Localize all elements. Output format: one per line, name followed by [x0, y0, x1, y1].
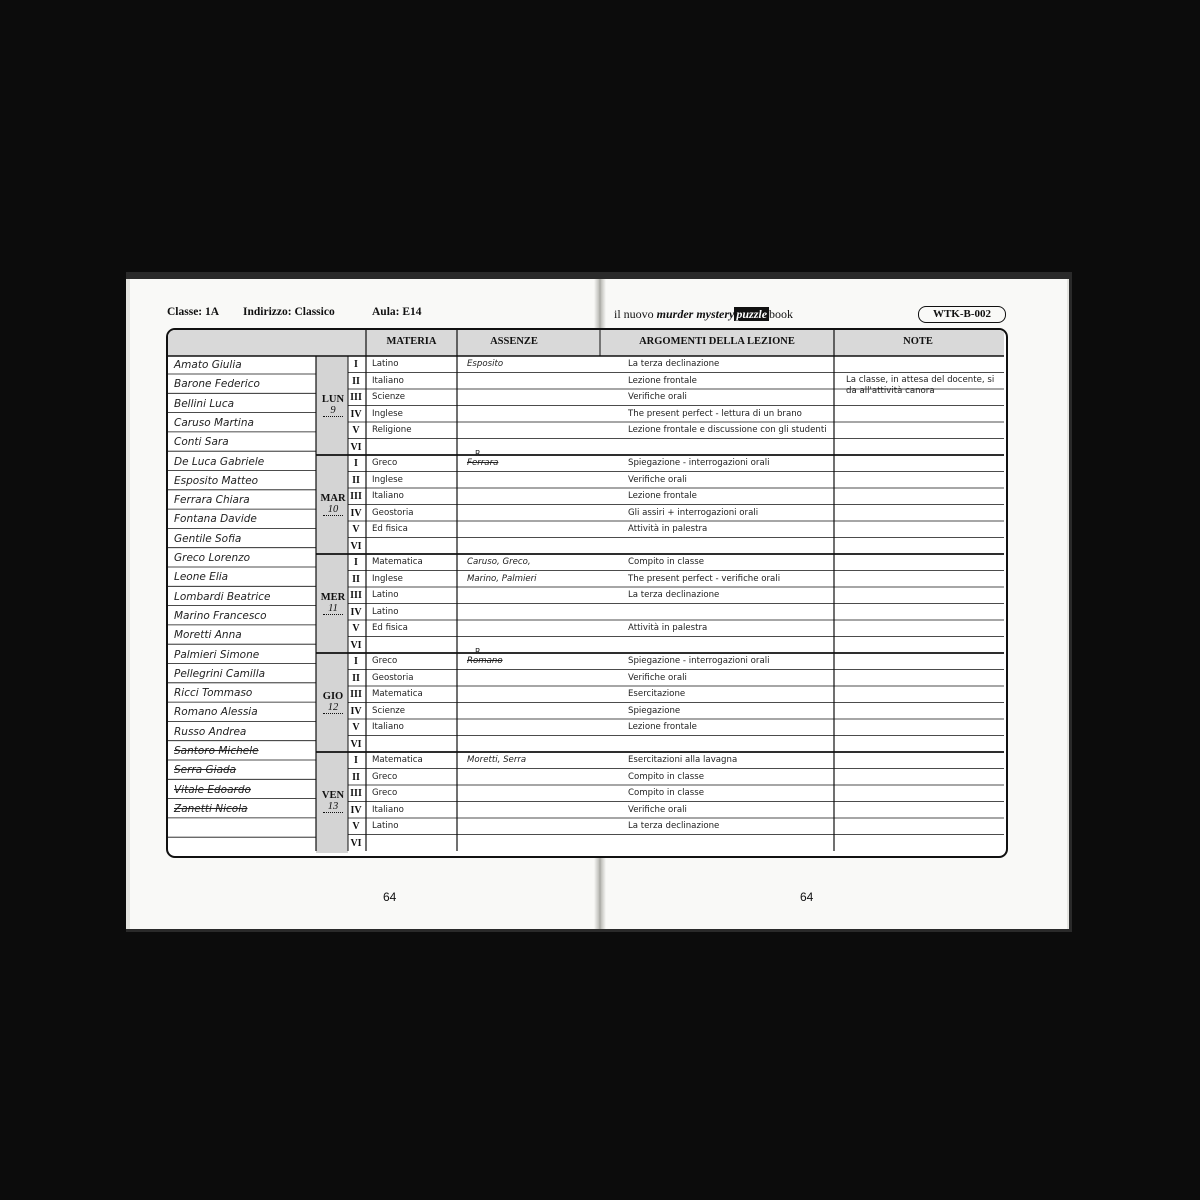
materia-cell: Religione	[372, 425, 412, 435]
student-name: Santoro Michele	[174, 745, 259, 757]
period-numeral: II	[352, 573, 360, 585]
column-header-note: NOTE	[903, 336, 933, 347]
student-name: Conti Sara	[174, 436, 229, 449]
student-name: Bellini Luca	[174, 397, 235, 410]
argomento-cell: Spiegazione	[628, 705, 681, 716]
day-name: MAR	[320, 493, 346, 504]
argomento-cell: Esercitazione	[628, 689, 686, 699]
register-table	[166, 328, 1008, 858]
student-name: Palmieri Simone	[174, 648, 260, 661]
argomento-cell: La terza declinazione	[628, 359, 720, 369]
period-numeral: III	[350, 392, 362, 403]
materia-cell: Matematica	[372, 755, 423, 765]
argomento-cell: Compito in classe	[628, 771, 705, 782]
student-name: Russo Andrea	[174, 725, 247, 738]
materia-cell: Greco	[372, 656, 398, 666]
period-numeral: III	[350, 590, 362, 601]
argomento-cell: Lezione frontale e discussione con gli studenti	[628, 425, 827, 435]
column-header-assenze: ASSENZE	[490, 336, 538, 347]
materia-cell: Italiano	[372, 375, 404, 386]
period-numeral: IV	[350, 408, 362, 420]
assenze-mark: R	[475, 647, 481, 656]
period-numeral: I	[354, 359, 358, 370]
day-label	[318, 493, 348, 516]
argomento-cell: Spiegazione - interrogazioni orali	[628, 458, 770, 468]
materia-cell: Inglese	[372, 474, 403, 485]
period-numeral: V	[352, 722, 360, 733]
day-number: 12	[323, 702, 343, 714]
period-numeral: I	[354, 755, 358, 766]
period-numeral: IV	[350, 804, 362, 816]
period-numeral: III	[350, 788, 362, 799]
argomento-cell: La terza declinazione	[628, 590, 720, 600]
page-number-right: 64	[800, 890, 814, 904]
period-numeral: II	[352, 672, 360, 684]
day-number: 11	[323, 603, 343, 615]
day-number: 10	[323, 504, 343, 516]
period-numeral: IV	[350, 606, 362, 618]
materia-cell: Greco	[372, 771, 398, 782]
student-name: Gentile Sofia	[174, 532, 242, 545]
day-label	[318, 691, 348, 714]
materia-cell: Italiano	[372, 491, 404, 501]
period-numeral: VI	[350, 837, 362, 849]
period-numeral: I	[354, 656, 358, 667]
note-cell: La classe, in attesa del docente, si da all'attività canora	[846, 374, 995, 396]
period-numeral: VI	[350, 738, 362, 750]
day-name: GIO	[322, 691, 344, 702]
materia-cell: Matematica	[372, 689, 423, 699]
column-header-materia: MATERIA	[386, 336, 437, 347]
student-name: Ferrara Chiara	[174, 494, 250, 507]
student-name: Ricci Tommaso	[174, 687, 253, 700]
student-name: Fontana Davide	[174, 513, 257, 526]
student-name: Vitale Edoardo	[174, 783, 251, 796]
day-label	[318, 394, 348, 417]
period-numeral: III	[350, 491, 362, 502]
student-name: Esposito Matteo	[174, 474, 259, 487]
period-numeral: VI	[350, 540, 362, 552]
materia-cell: Inglese	[372, 408, 403, 419]
argomento-cell: Attività in palestra	[628, 524, 708, 534]
materia-cell: Latino	[372, 359, 399, 369]
student-name: Amato Giulia	[174, 359, 242, 371]
period-numeral: V	[352, 623, 360, 634]
student-name: Greco Lorenzo	[174, 552, 251, 564]
student-name: Zanetti Nicola	[174, 802, 248, 815]
assenze-cell: Esposito	[467, 359, 504, 369]
materia-cell: Scienze	[372, 392, 406, 402]
materia-cell: Geostoria	[372, 507, 414, 518]
materia-cell: Geostoria	[372, 672, 414, 683]
materia-cell: Ed fisica	[372, 524, 408, 534]
period-numeral: VI	[350, 441, 362, 453]
day-name: LUN	[321, 394, 345, 405]
aula-label: Aula: E14	[372, 306, 422, 318]
argomento-cell: Verifiche orali	[628, 804, 687, 815]
argomento-cell: Verifiche orali	[628, 672, 687, 683]
day-name: VEN	[321, 790, 345, 801]
argomento-cell: Gli assiri + interrogazioni orali	[628, 507, 759, 518]
materia-cell: Inglese	[372, 573, 403, 584]
day-label	[318, 790, 348, 813]
classe-label: Classe: 1A	[167, 306, 220, 318]
assenze-cell: Caruso, Greco,	[467, 557, 531, 567]
assenze-cell: Marino, Palmieri	[467, 573, 537, 584]
argomento-cell: Compito in classe	[628, 788, 705, 798]
student-name: Romano Alessia	[174, 706, 258, 719]
materia-cell: Latino	[372, 590, 399, 600]
assenze-cell: Romano	[467, 656, 503, 666]
argomento-cell: Lezione frontale	[628, 491, 697, 501]
column-header-argomenti: ARGOMENTI DELLA LEZIONE	[639, 336, 795, 347]
student-name: Leone Elia	[174, 571, 229, 584]
student-name: Moretti Anna	[174, 629, 242, 642]
register-grid	[168, 330, 1006, 856]
period-numeral: II	[352, 375, 360, 387]
materia-cell: Latino	[372, 821, 399, 831]
materia-cell: Italiano	[372, 722, 404, 732]
materia-cell: Matematica	[372, 557, 423, 567]
day-number: 9	[323, 405, 343, 417]
argomento-cell: Attività in palestra	[628, 623, 708, 633]
student-name: Barone Federico	[174, 378, 260, 391]
puzzle-code-badge: WTK-B-002	[918, 306, 1006, 323]
argomento-cell: Spiegazione - interrogazioni orali	[628, 656, 770, 666]
period-numeral: II	[352, 771, 360, 783]
period-numeral: III	[350, 689, 362, 700]
assenze-cell: Moretti, Serra	[467, 755, 527, 765]
materia-cell: Greco	[372, 458, 398, 468]
argomento-cell: Verifiche orali	[628, 392, 687, 402]
period-numeral: II	[352, 474, 360, 486]
materia-cell: Scienze	[372, 705, 406, 716]
materia-cell: Greco	[372, 788, 398, 798]
student-name: Caruso Martina	[174, 416, 254, 429]
argomento-cell: The present perfect - lettura di un brano	[628, 408, 802, 419]
argomento-cell: The present perfect - verifiche orali	[628, 573, 781, 584]
period-numeral: IV	[350, 705, 362, 717]
indirizzo-label: Indirizzo: Classico	[243, 306, 335, 318]
student-name: De Luca Gabriele	[174, 455, 265, 468]
period-numeral: V	[352, 425, 360, 436]
period-numeral: I	[354, 557, 358, 568]
argomento-cell: Compito in classe	[628, 557, 705, 567]
argomento-cell: Lezione frontale	[628, 375, 697, 386]
day-label	[318, 592, 348, 615]
period-numeral: V	[352, 524, 360, 535]
period-numeral: IV	[350, 507, 362, 519]
day-name: MER	[320, 592, 346, 603]
materia-cell: Latino	[372, 606, 399, 617]
day-number: 13	[323, 801, 343, 813]
materia-cell: Ed fisica	[372, 623, 408, 633]
brand-title: il nuovo murder mystery puzzle book	[614, 307, 794, 321]
student-name: Marino Francesco	[174, 609, 267, 622]
period-numeral: I	[354, 458, 358, 469]
argomento-cell: Lezione frontale	[628, 722, 697, 732]
assenze-cell: Ferrara	[467, 458, 499, 468]
argomento-cell: Esercitazioni alla lavagna	[628, 755, 738, 765]
student-name: Serra Giada	[174, 764, 237, 777]
assenze-mark: R	[475, 449, 481, 458]
materia-cell: Italiano	[372, 804, 404, 815]
page-number-left: 64	[383, 890, 397, 904]
period-numeral: V	[352, 821, 360, 832]
argomento-cell: Verifiche orali	[628, 474, 687, 485]
period-numeral: VI	[350, 639, 362, 651]
student-name: Pellegrini Camilla	[174, 667, 266, 680]
student-name: Lombardi Beatrice	[174, 590, 271, 603]
argomento-cell: La terza declinazione	[628, 821, 720, 831]
